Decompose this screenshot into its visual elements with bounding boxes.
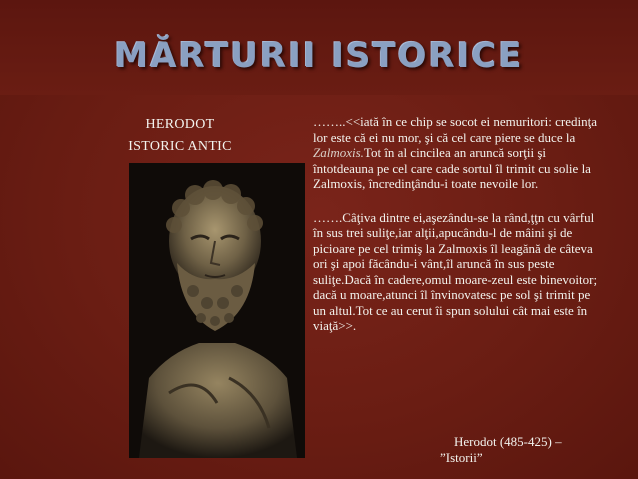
slide-title: MĂRTURII ISTORICE	[114, 36, 524, 76]
author-name: HERODOT	[145, 117, 215, 132]
herodotus-bust-image	[129, 163, 305, 458]
author-label	[110, 114, 250, 158]
citation-work: ”Istorii”	[440, 450, 483, 465]
quote-p1-start: ……..<<iată în ce chip se socot ei nemuritori: credinţa lor este că ei nu mor, şi că cel care piere se duce la	[313, 114, 597, 145]
quote-paragraph-1	[313, 114, 605, 192]
citation	[440, 434, 630, 466]
quote-paragraph-2: …….Câţiva dintre ei,aşezându-se la rând,ţţn cu vârful în sus trei suliţe,iar alţii,apucându-l de mâini şi de picioare pe cel trimiş la Zalmoxis îl leagănă de câteva ori şi apoi făcându-i vânt,îl aruncă în sus peste suliţe.Dacă în cadere,omul moare-zeul este binevoitor; dacă u moare,atunci îl învinovatesc pe sol şi trimit pe un altul.Tot ce au cerut îi spun solului cât mai este în viaţă>>.	[313, 209, 598, 333]
citation-author: Herodot (485-425) –	[454, 434, 562, 449]
quote-p1-emphasis: Zalmoxis.	[313, 145, 364, 160]
quote-text-column	[313, 114, 605, 352]
author-role: ISTORIC ANTIC	[128, 139, 232, 154]
quote-p1-end: Tot în al cincilea an aruncă sorţii şi întotdeauna pe cel care cade sortul îl trimit cu solie la Zalmoxis, încredinţându-i toate nevoile lor.	[313, 145, 591, 191]
